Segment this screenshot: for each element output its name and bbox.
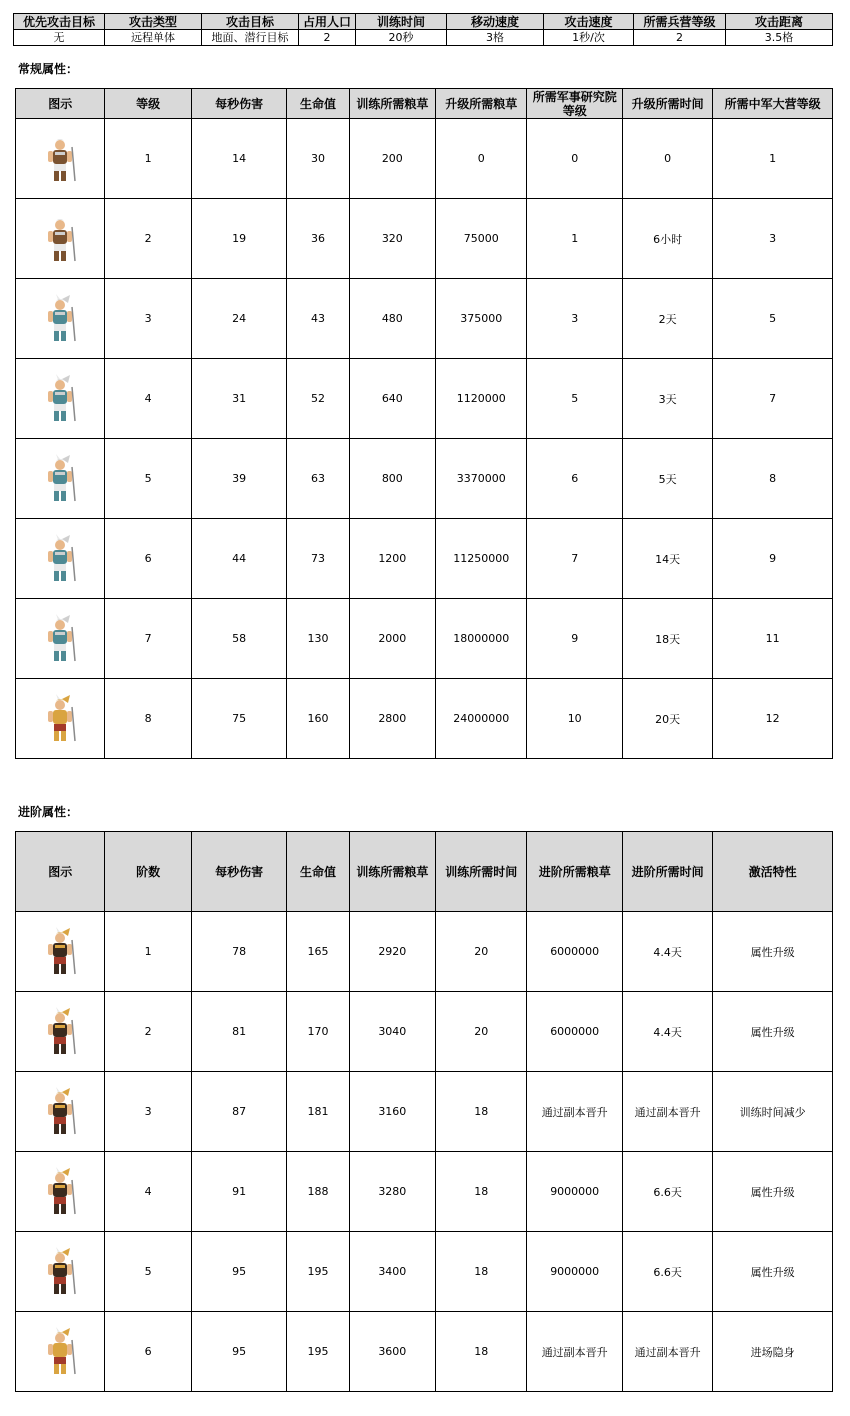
advanced-table-cell: 18	[436, 1232, 527, 1312]
advanced-table-cell: 进场隐身	[713, 1312, 833, 1392]
regular-stats-table	[15, 88, 833, 759]
regular-table-cell: 1	[527, 199, 622, 279]
regular-table-cell: 2	[105, 199, 191, 279]
regular-table-cell: 3天	[622, 359, 712, 439]
regular-table-body	[16, 119, 833, 759]
advanced-header-cell: 训练所需粮草	[349, 832, 435, 912]
advanced-table-cell: 2920	[349, 912, 435, 992]
regular-table-row	[16, 359, 833, 439]
regular-header-cell: 生命值	[287, 89, 349, 119]
advanced-table-cell: 9000000	[527, 1232, 622, 1312]
advanced-table-cell: 通过副本晋升	[527, 1072, 622, 1152]
archer-adv1-icon	[16, 926, 104, 978]
advanced-header-cell: 激活特性	[713, 832, 833, 912]
advanced-header-cell: 进阶所需粮草	[527, 832, 622, 912]
basic-value-cell: 远程单体	[105, 30, 202, 46]
regular-table-cell: 8	[713, 439, 833, 519]
advanced-table-icon-cell	[16, 1312, 105, 1392]
regular-table-cell: 6	[527, 439, 622, 519]
regular-table-cell: 39	[191, 439, 286, 519]
regular-table-row	[16, 119, 833, 199]
regular-table-cell: 3	[527, 279, 622, 359]
regular-table-row	[16, 199, 833, 279]
regular-table-cell: 800	[349, 439, 435, 519]
advanced-table-cell: 3	[105, 1072, 191, 1152]
advanced-table-cell: 通过副本晋升	[622, 1312, 712, 1392]
basic-value-cell: 2	[299, 30, 356, 46]
regular-table-cell: 18000000	[436, 599, 527, 679]
regular-table-cell: 63	[287, 439, 349, 519]
advanced-table-cell: 95	[191, 1232, 286, 1312]
regular-table-cell: 1200	[349, 519, 435, 599]
regular-table-cell: 75	[191, 679, 286, 759]
advanced-table-cell: 6000000	[527, 992, 622, 1072]
advanced-table-row	[16, 992, 833, 1072]
regular-table-cell: 43	[287, 279, 349, 359]
regular-table-cell: 200	[349, 119, 435, 199]
advanced-table-icon-cell	[16, 1152, 105, 1232]
advanced-table-cell: 6000000	[527, 912, 622, 992]
regular-header-cell: 每秒伤害	[191, 89, 286, 119]
regular-table-cell: 5	[713, 279, 833, 359]
archer-adv2-icon	[16, 1006, 104, 1058]
regular-table-cell: 1	[713, 119, 833, 199]
advanced-header-cell: 进阶所需时间	[622, 832, 712, 912]
advanced-table-cell: 81	[191, 992, 286, 1072]
archer-adv3-icon	[16, 1086, 104, 1138]
archer-lv8-icon	[16, 693, 104, 745]
regular-table-cell: 6	[105, 519, 191, 599]
basic-value-cell: 20秒	[356, 30, 447, 46]
archer-lv6-icon	[16, 533, 104, 585]
advanced-table-row	[16, 1312, 833, 1392]
regular-table-cell: 2800	[349, 679, 435, 759]
basic-header-cell: 攻击类型	[105, 14, 202, 30]
regular-table-cell: 0	[527, 119, 622, 199]
basic-header-cell: 所需兵营等级	[634, 14, 726, 30]
archer-lv3-icon	[16, 293, 104, 345]
advanced-table-cell: 6.6天	[622, 1232, 712, 1312]
advanced-table-cell: 188	[287, 1152, 349, 1232]
advanced-table-cell: 3600	[349, 1312, 435, 1392]
advanced-table-cell: 181	[287, 1072, 349, 1152]
advanced-table-cell: 9000000	[527, 1152, 622, 1232]
advanced-table-body	[16, 912, 833, 1392]
regular-table-cell: 320	[349, 199, 435, 279]
advanced-header-cell: 每秒伤害	[191, 832, 286, 912]
advanced-table-cell: 训练时间减少	[713, 1072, 833, 1152]
regular-table-cell: 10	[527, 679, 622, 759]
archer-adv6-icon	[16, 1326, 104, 1378]
advanced-table-cell: 170	[287, 992, 349, 1072]
basic-value-cell: 地面、潜行目标	[202, 30, 299, 46]
archer-adv5-icon	[16, 1246, 104, 1298]
advanced-table-cell: 4.4天	[622, 992, 712, 1072]
advanced-table-cell: 18	[436, 1152, 527, 1232]
advanced-table-icon-cell	[16, 912, 105, 992]
advanced-section-title: 进阶属性：	[18, 805, 79, 819]
regular-table-cell: 5	[527, 359, 622, 439]
regular-header-cell: 训练所需粮草	[349, 89, 435, 119]
advanced-table-icon-cell	[16, 1232, 105, 1312]
advanced-header-cell: 训练所需时间	[436, 832, 527, 912]
regular-table-icon-cell	[16, 679, 105, 759]
regular-table-cell: 11250000	[436, 519, 527, 599]
regular-table-cell: 3370000	[436, 439, 527, 519]
regular-table-cell: 3	[713, 199, 833, 279]
advanced-table-cell: 1	[105, 912, 191, 992]
regular-table-cell: 480	[349, 279, 435, 359]
advanced-table-icon-cell	[16, 1072, 105, 1152]
regular-table-icon-cell	[16, 199, 105, 279]
regular-table-cell: 1	[105, 119, 191, 199]
archer-lv4-icon	[16, 373, 104, 425]
regular-table-cell: 24	[191, 279, 286, 359]
advanced-table-cell: 195	[287, 1312, 349, 1392]
advanced-table-cell: 属性升级	[713, 1232, 833, 1312]
regular-header-cell: 所需军事研究院等级	[527, 89, 622, 119]
regular-table-cell: 36	[287, 199, 349, 279]
advanced-table-cell: 6	[105, 1312, 191, 1392]
advanced-table-cell: 通过副本晋升	[622, 1072, 712, 1152]
regular-table-cell: 8	[105, 679, 191, 759]
advanced-table-cell: 165	[287, 912, 349, 992]
regular-table-cell: 2天	[622, 279, 712, 359]
basic-header-cell: 移动速度	[447, 14, 544, 30]
advanced-table-row	[16, 1152, 833, 1232]
regular-table-cell: 31	[191, 359, 286, 439]
advanced-table-cell: 3280	[349, 1152, 435, 1232]
regular-table-cell: 11	[713, 599, 833, 679]
regular-table-cell: 0	[622, 119, 712, 199]
advanced-table-cell: 195	[287, 1232, 349, 1312]
regular-table-cell: 5	[105, 439, 191, 519]
regular-table-cell: 130	[287, 599, 349, 679]
advanced-table-cell: 4.4天	[622, 912, 712, 992]
regular-table-cell: 12	[713, 679, 833, 759]
advanced-table-cell: 3400	[349, 1232, 435, 1312]
basic-header-cell: 占用人口	[299, 14, 356, 30]
basic-stats-table	[13, 13, 833, 46]
regular-header-cell: 升级所需粮草	[436, 89, 527, 119]
advanced-table-cell: 3160	[349, 1072, 435, 1152]
advanced-header-cell: 图示	[16, 832, 105, 912]
regular-table-cell: 14	[191, 119, 286, 199]
advanced-table-row	[16, 912, 833, 992]
regular-table-cell: 375000	[436, 279, 527, 359]
regular-header-cell: 所需中军大营等级	[713, 89, 833, 119]
advanced-table-cell: 20	[436, 912, 527, 992]
regular-table-cell: 58	[191, 599, 286, 679]
regular-table-cell: 73	[287, 519, 349, 599]
archer-lv5-icon	[16, 453, 104, 505]
advanced-stats-table	[15, 831, 833, 1392]
advanced-table-cell: 20	[436, 992, 527, 1072]
regular-table-cell: 7	[713, 359, 833, 439]
advanced-table-row	[16, 1232, 833, 1312]
advanced-table-cell: 通过副本晋升	[527, 1312, 622, 1392]
advanced-header-cell: 生命值	[287, 832, 349, 912]
advanced-table-cell: 4	[105, 1152, 191, 1232]
advanced-table-cell: 3040	[349, 992, 435, 1072]
regular-table-icon-cell	[16, 599, 105, 679]
regular-table-cell: 30	[287, 119, 349, 199]
regular-table-cell: 2000	[349, 599, 435, 679]
regular-table-cell: 0	[436, 119, 527, 199]
basic-value-cell: 3格	[447, 30, 544, 46]
basic-header-cell: 攻击速度	[544, 14, 634, 30]
regular-table-row	[16, 279, 833, 359]
basic-value-cell: 无	[14, 30, 105, 46]
advanced-table-cell: 6.6天	[622, 1152, 712, 1232]
regular-table-cell: 3	[105, 279, 191, 359]
advanced-table-cell: 属性升级	[713, 912, 833, 992]
regular-table-cell: 19	[191, 199, 286, 279]
advanced-table-cell: 属性升级	[713, 992, 833, 1072]
regular-table-row	[16, 679, 833, 759]
advanced-table-cell: 18	[436, 1072, 527, 1152]
archer-lv2-icon	[16, 213, 104, 265]
regular-header-row	[16, 89, 833, 119]
basic-value-cell: 1秒/次	[544, 30, 634, 46]
regular-table-row	[16, 599, 833, 679]
basic-value-cell: 3.5格	[726, 30, 833, 46]
regular-header-cell: 升级所需时间	[622, 89, 712, 119]
regular-table-cell: 7	[527, 519, 622, 599]
advanced-table-cell: 87	[191, 1072, 286, 1152]
archer-lv7-icon	[16, 613, 104, 665]
regular-table-cell: 24000000	[436, 679, 527, 759]
advanced-table-cell: 属性升级	[713, 1152, 833, 1232]
basic-header-row	[14, 14, 833, 30]
regular-table-cell: 6小时	[622, 199, 712, 279]
regular-header-cell: 等级	[105, 89, 191, 119]
regular-table-icon-cell	[16, 279, 105, 359]
basic-value-cell: 2	[634, 30, 726, 46]
regular-table-cell: 4	[105, 359, 191, 439]
advanced-table-cell: 91	[191, 1152, 286, 1232]
regular-table-cell: 1120000	[436, 359, 527, 439]
advanced-header-row	[16, 832, 833, 912]
basic-header-cell: 攻击距离	[726, 14, 833, 30]
regular-table-cell: 14天	[622, 519, 712, 599]
advanced-table-cell: 95	[191, 1312, 286, 1392]
basic-header-cell: 训练时间	[356, 14, 447, 30]
regular-table-cell: 20天	[622, 679, 712, 759]
regular-table-cell: 75000	[436, 199, 527, 279]
regular-table-icon-cell	[16, 519, 105, 599]
regular-table-icon-cell	[16, 439, 105, 519]
regular-table-cell: 9	[713, 519, 833, 599]
advanced-table-cell: 18	[436, 1312, 527, 1392]
advanced-table-cell: 78	[191, 912, 286, 992]
advanced-table-cell: 2	[105, 992, 191, 1072]
basic-header-cell: 攻击目标	[202, 14, 299, 30]
regular-table-cell: 44	[191, 519, 286, 599]
regular-table-row	[16, 519, 833, 599]
regular-section-title: 常规属性：	[18, 62, 79, 76]
regular-header-cell: 图示	[16, 89, 105, 119]
archer-adv4-icon	[16, 1166, 104, 1218]
regular-table-cell: 52	[287, 359, 349, 439]
basic-value-row	[14, 30, 833, 46]
regular-table-cell: 160	[287, 679, 349, 759]
regular-table-cell: 9	[527, 599, 622, 679]
regular-table-cell: 5天	[622, 439, 712, 519]
archer-lv1-icon	[16, 133, 104, 185]
regular-table-icon-cell	[16, 359, 105, 439]
advanced-header-cell: 阶数	[105, 832, 191, 912]
regular-table-cell: 640	[349, 359, 435, 439]
regular-table-row	[16, 439, 833, 519]
advanced-table-icon-cell	[16, 992, 105, 1072]
advanced-table-cell: 5	[105, 1232, 191, 1312]
regular-table-cell: 18天	[622, 599, 712, 679]
advanced-table-row	[16, 1072, 833, 1152]
regular-table-cell: 7	[105, 599, 191, 679]
regular-table-icon-cell	[16, 119, 105, 199]
basic-header-cell: 优先攻击目标	[14, 14, 105, 30]
